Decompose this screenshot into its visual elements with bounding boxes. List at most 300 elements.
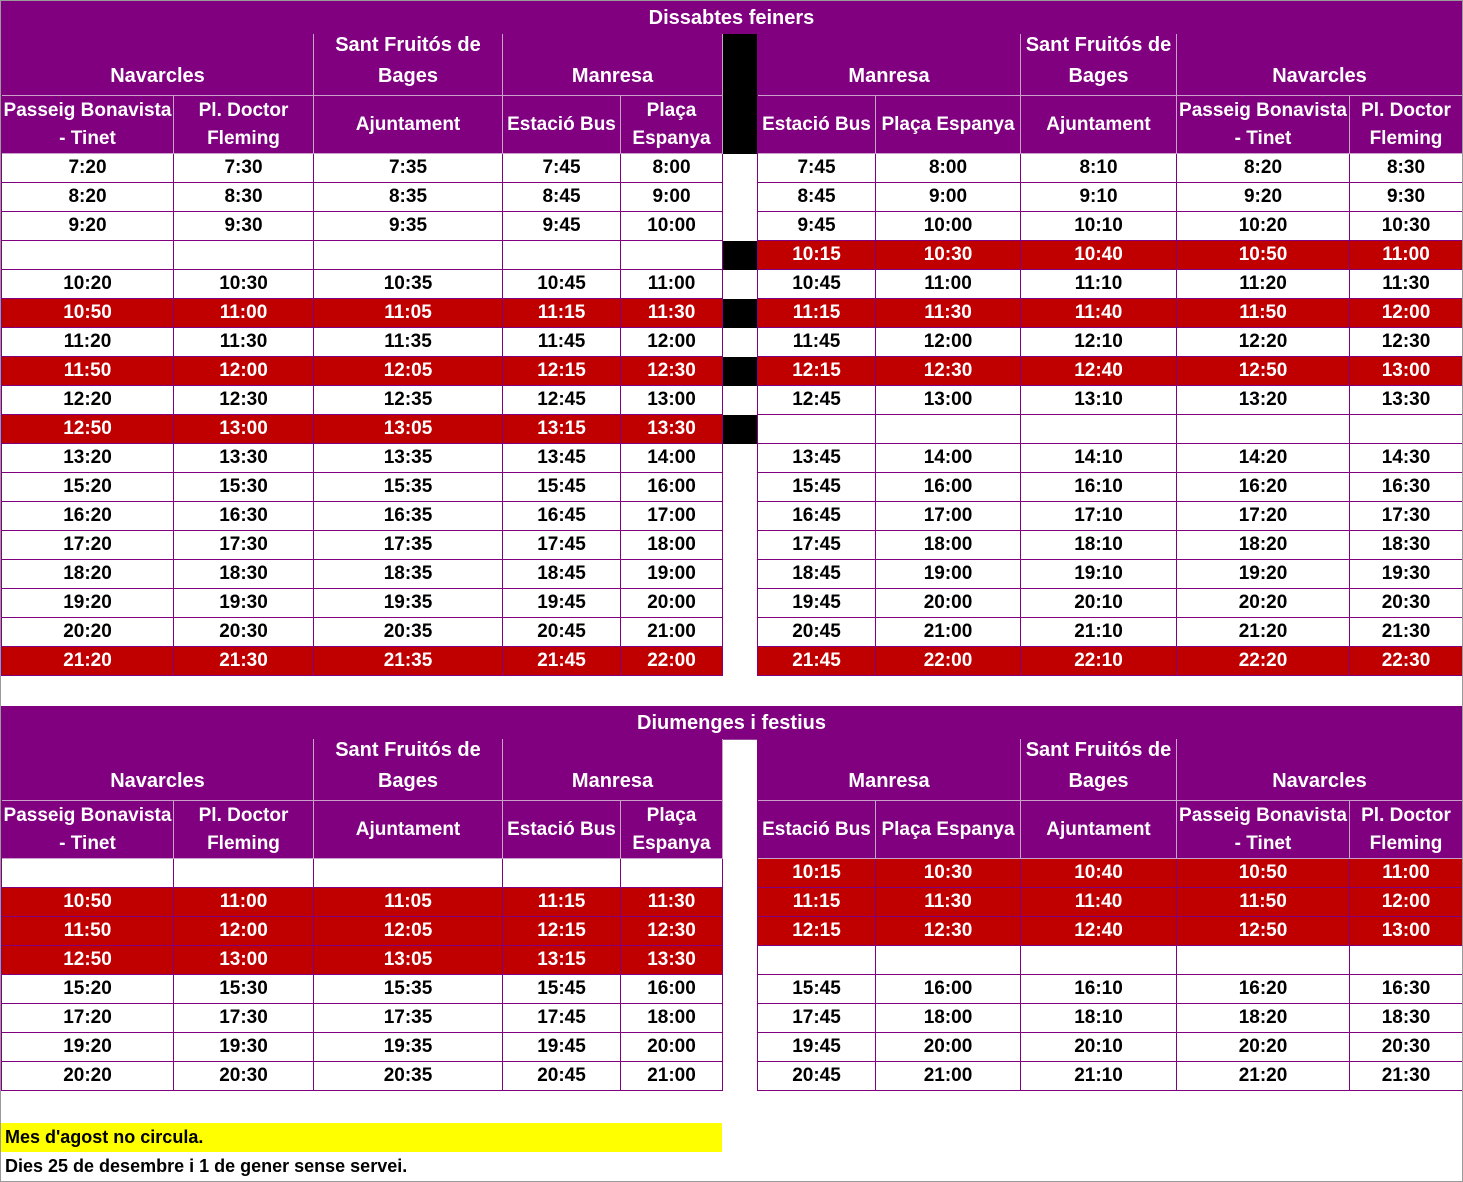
time-cell: 22:10	[1021, 647, 1177, 676]
stop-header: Estació Bus	[503, 801, 621, 859]
time-cell: 14:00	[621, 444, 723, 473]
time-cell: 18:30	[174, 560, 314, 589]
stop-header: Pl. Doctor Fleming	[174, 801, 314, 859]
time-cell: 20:35	[314, 618, 503, 647]
time-cell: 20:30	[1350, 589, 1463, 618]
time-cell: 10:00	[876, 212, 1021, 241]
time-cell: 19:30	[174, 589, 314, 618]
time-cell: 19:20	[2, 589, 174, 618]
time-cell: 9:00	[876, 183, 1021, 212]
time-cell: 10:20	[1177, 212, 1350, 241]
time-cell: 11:45	[503, 328, 621, 357]
time-cell: 8:30	[174, 183, 314, 212]
time-cell: 12:15	[758, 917, 876, 946]
time-cell: 9:20	[1177, 183, 1350, 212]
time-cell: 21:00	[621, 1062, 723, 1091]
time-cell: 13:15	[503, 415, 621, 444]
time-cell: 16:00	[621, 975, 723, 1004]
note-august: Mes d'agost no circula.	[1, 1123, 722, 1152]
time-cell: 9:30	[1350, 183, 1463, 212]
time-cell: 8:35	[314, 183, 503, 212]
time-cell: 21:20	[1177, 1062, 1350, 1091]
group-header: Manresa	[758, 34, 1021, 96]
time-cell: 17:35	[314, 531, 503, 560]
time-cell: 20:45	[503, 1062, 621, 1091]
time-cell: 18:35	[314, 560, 503, 589]
time-cell: 17:20	[2, 1004, 174, 1033]
time-cell: 17:00	[621, 502, 723, 531]
time-cell: 7:45	[503, 154, 621, 183]
time-cell: 13:35	[314, 444, 503, 473]
group-header: Navarcles	[2, 34, 314, 96]
time-cell: 18:00	[876, 531, 1021, 560]
group-header: Sant Fruitós de Bages	[1021, 739, 1177, 801]
time-cell: 8:20	[1177, 154, 1350, 183]
time-cell: 20:30	[174, 1062, 314, 1091]
time-cell	[758, 415, 876, 444]
time-cell	[1021, 415, 1177, 444]
time-cell: 13:05	[314, 415, 503, 444]
time-cell: 18:10	[1021, 1004, 1177, 1033]
time-cell: 16:00	[876, 473, 1021, 502]
time-cell	[758, 946, 876, 975]
time-cell	[1177, 946, 1350, 975]
time-cell: 13:00	[1350, 357, 1463, 386]
time-cell: 18:20	[1177, 1004, 1350, 1033]
time-cell: 12:30	[174, 386, 314, 415]
stop-header: Plaça Espanya	[876, 801, 1021, 859]
time-cell: 13:05	[314, 946, 503, 975]
stop-header: Pl. Doctor Fleming	[1350, 801, 1463, 859]
time-cell: 17:45	[758, 1004, 876, 1033]
time-cell: 12:00	[1350, 299, 1463, 328]
time-cell: 12:30	[876, 917, 1021, 946]
time-cell: 11:30	[621, 299, 723, 328]
time-cell	[174, 859, 314, 888]
time-cell: 22:00	[876, 647, 1021, 676]
time-cell: 21:20	[1177, 618, 1350, 647]
time-cell: 15:45	[503, 473, 621, 502]
time-cell: 11:00	[174, 888, 314, 917]
time-cell: 14:00	[876, 444, 1021, 473]
time-cell: 10:40	[1021, 241, 1177, 270]
time-cell: 13:30	[1350, 386, 1463, 415]
stop-header: Passeig Bonavista - Tinet	[2, 96, 174, 154]
time-cell: 11:15	[758, 888, 876, 917]
time-cell: 13:30	[174, 444, 314, 473]
time-cell: 11:50	[2, 917, 174, 946]
time-cell: 16:30	[1350, 975, 1463, 1004]
time-cell: 19:45	[758, 1033, 876, 1062]
time-cell: 19:35	[314, 589, 503, 618]
time-cell: 16:35	[314, 502, 503, 531]
stop-header: Ajuntament	[314, 801, 503, 859]
time-cell: 10:30	[876, 241, 1021, 270]
time-cell: 15:20	[2, 473, 174, 502]
time-cell: 11:00	[1350, 241, 1463, 270]
time-cell: 21:35	[314, 647, 503, 676]
time-cell: 12:15	[758, 357, 876, 386]
stop-header: Estació Bus	[758, 96, 876, 154]
time-cell: 17:30	[174, 1004, 314, 1033]
time-cell: 16:45	[503, 502, 621, 531]
time-cell: 11:15	[758, 299, 876, 328]
time-cell: 11:50	[2, 357, 174, 386]
time-cell: 14:20	[1177, 444, 1350, 473]
time-cell: 8:00	[621, 154, 723, 183]
time-cell: 8:10	[1021, 154, 1177, 183]
stop-header: Plaça Espanya	[621, 801, 723, 859]
time-cell: 19:35	[314, 1033, 503, 1062]
time-cell: 11:15	[503, 299, 621, 328]
time-cell: 12:20	[2, 386, 174, 415]
time-cell: 19:45	[503, 589, 621, 618]
time-cell: 8:00	[876, 154, 1021, 183]
time-cell: 20:20	[1177, 589, 1350, 618]
time-cell: 11:30	[876, 299, 1021, 328]
time-cell: 13:30	[621, 415, 723, 444]
time-cell: 13:00	[1350, 917, 1463, 946]
time-cell: 12:10	[1021, 328, 1177, 357]
time-cell: 12:00	[174, 357, 314, 386]
time-cell: 14:30	[1350, 444, 1463, 473]
time-cell: 10:30	[876, 859, 1021, 888]
time-cell: 11:45	[758, 328, 876, 357]
time-cell: 17:00	[876, 502, 1021, 531]
time-cell: 16:20	[1177, 473, 1350, 502]
time-cell: 10:00	[621, 212, 723, 241]
separator-block	[723, 299, 757, 328]
time-cell: 20:30	[174, 618, 314, 647]
time-cell: 16:10	[1021, 975, 1177, 1004]
time-cell: 11:10	[1021, 270, 1177, 299]
note-holidays: Dies 25 de desembre i 1 de gener sense servei.	[5, 1156, 408, 1176]
time-cell: 19:00	[876, 560, 1021, 589]
time-cell: 17:35	[314, 1004, 503, 1033]
time-cell: 11:30	[621, 888, 723, 917]
inbound-table	[757, 34, 1463, 676]
time-cell: 11:20	[2, 328, 174, 357]
time-cell: 10:10	[1021, 212, 1177, 241]
time-cell: 13:00	[621, 386, 723, 415]
time-cell: 12:00	[621, 328, 723, 357]
time-cell: 20:20	[1177, 1033, 1350, 1062]
time-cell: 13:00	[174, 415, 314, 444]
time-cell	[1021, 946, 1177, 975]
time-cell: 12:00	[1350, 888, 1463, 917]
time-cell: 12:05	[314, 917, 503, 946]
time-cell	[503, 859, 621, 888]
time-cell: 9:35	[314, 212, 503, 241]
time-cell: 13:45	[503, 444, 621, 473]
time-cell: 13:30	[621, 946, 723, 975]
time-cell: 19:45	[758, 589, 876, 618]
time-cell: 10:20	[2, 270, 174, 299]
time-cell: 12:45	[758, 386, 876, 415]
time-cell: 12:50	[1177, 917, 1350, 946]
group-header: Navarcles	[2, 739, 314, 801]
time-cell: 12:45	[503, 386, 621, 415]
time-cell: 10:45	[503, 270, 621, 299]
time-cell	[621, 241, 723, 270]
time-cell: 20:45	[758, 618, 876, 647]
time-cell: 17:10	[1021, 502, 1177, 531]
time-cell: 16:10	[1021, 473, 1177, 502]
time-cell: 11:00	[1350, 859, 1463, 888]
group-header: Sant Fruitós de Bages	[1021, 34, 1177, 96]
time-cell: 20:35	[314, 1062, 503, 1091]
time-cell	[1177, 415, 1350, 444]
time-cell	[621, 859, 723, 888]
time-cell: 10:50	[2, 888, 174, 917]
time-cell: 18:45	[758, 560, 876, 589]
time-cell: 20:20	[2, 618, 174, 647]
time-cell: 10:40	[1021, 859, 1177, 888]
time-cell: 12:30	[1350, 328, 1463, 357]
time-cell: 20:20	[2, 1062, 174, 1091]
group-header: Navarcles	[1177, 34, 1463, 96]
time-cell: 15:45	[503, 975, 621, 1004]
time-cell: 18:30	[1350, 531, 1463, 560]
time-cell: 12:15	[503, 357, 621, 386]
time-cell	[314, 859, 503, 888]
group-header: Manresa	[503, 34, 723, 96]
time-cell: 19:45	[503, 1033, 621, 1062]
stop-header: Passeig Bonavista - Tinet	[1177, 96, 1350, 154]
time-cell: 8:20	[2, 183, 174, 212]
time-cell: 9:45	[503, 212, 621, 241]
time-cell: 11:00	[621, 270, 723, 299]
group-header: Sant Fruitós de Bages	[314, 34, 503, 96]
time-cell: 18:30	[1350, 1004, 1463, 1033]
time-cell	[314, 241, 503, 270]
time-cell: 12:50	[2, 415, 174, 444]
time-cell: 12:50	[1177, 357, 1350, 386]
time-cell: 12:30	[621, 917, 723, 946]
time-cell: 19:00	[621, 560, 723, 589]
time-cell: 21:00	[876, 1062, 1021, 1091]
stop-header: Plaça Espanya	[621, 96, 723, 154]
time-cell: 17:30	[1350, 502, 1463, 531]
time-cell: 20:00	[876, 589, 1021, 618]
time-cell: 11:15	[503, 888, 621, 917]
time-cell: 15:35	[314, 975, 503, 1004]
time-cell: 10:45	[758, 270, 876, 299]
time-cell	[2, 241, 174, 270]
separator-block	[723, 415, 757, 444]
time-cell: 21:20	[2, 647, 174, 676]
time-cell: 13:15	[503, 946, 621, 975]
time-cell: 20:45	[503, 618, 621, 647]
stop-header: Passeig Bonavista - Tinet	[2, 801, 174, 859]
time-cell: 10:30	[174, 270, 314, 299]
group-header: Manresa	[758, 739, 1021, 801]
time-cell: 20:00	[621, 1033, 723, 1062]
time-cell: 10:15	[758, 241, 876, 270]
time-cell: 11:05	[314, 299, 503, 328]
time-cell: 20:30	[1350, 1033, 1463, 1062]
time-cell	[2, 859, 174, 888]
time-cell: 8:45	[503, 183, 621, 212]
time-cell: 15:30	[174, 975, 314, 1004]
time-cell	[174, 241, 314, 270]
time-cell: 21:45	[758, 647, 876, 676]
stop-header: Pl. Doctor Fleming	[1350, 96, 1463, 154]
time-cell: 11:30	[174, 328, 314, 357]
time-cell: 10:35	[314, 270, 503, 299]
time-cell: 22:00	[621, 647, 723, 676]
time-cell: 11:00	[174, 299, 314, 328]
time-cell: 9:45	[758, 212, 876, 241]
time-cell: 11:40	[1021, 299, 1177, 328]
time-cell: 7:35	[314, 154, 503, 183]
time-cell: 12:35	[314, 386, 503, 415]
time-cell: 12:50	[2, 946, 174, 975]
stop-header: Estació Bus	[503, 96, 621, 154]
time-cell: 10:50	[1177, 241, 1350, 270]
stop-header: Ajuntament	[1021, 96, 1177, 154]
time-cell: 12:00	[876, 328, 1021, 357]
time-cell: 10:50	[1177, 859, 1350, 888]
time-cell: 10:15	[758, 859, 876, 888]
time-cell: 8:30	[1350, 154, 1463, 183]
time-cell: 20:10	[1021, 1033, 1177, 1062]
time-cell: 17:30	[174, 531, 314, 560]
time-cell: 18:20	[1177, 531, 1350, 560]
time-cell: 21:00	[876, 618, 1021, 647]
group-header: Sant Fruitós de Bages	[314, 739, 503, 801]
time-cell: 8:45	[758, 183, 876, 212]
separator-block	[723, 34, 757, 154]
stop-header: Plaça Espanya	[876, 96, 1021, 154]
time-cell: 13:45	[758, 444, 876, 473]
time-cell: 11:30	[876, 888, 1021, 917]
time-cell: 7:30	[174, 154, 314, 183]
time-cell: 11:20	[1177, 270, 1350, 299]
time-cell	[503, 241, 621, 270]
time-cell: 17:20	[1177, 502, 1350, 531]
outbound-table	[1, 739, 723, 1091]
time-cell: 21:30	[174, 647, 314, 676]
time-cell: 17:45	[503, 531, 621, 560]
stop-header: Estació Bus	[758, 801, 876, 859]
time-cell: 19:10	[1021, 560, 1177, 589]
time-cell: 17:45	[503, 1004, 621, 1033]
stop-header: Ajuntament	[314, 96, 503, 154]
stop-header: Ajuntament	[1021, 801, 1177, 859]
time-cell: 19:30	[1350, 560, 1463, 589]
time-cell: 12:15	[503, 917, 621, 946]
time-cell: 21:10	[1021, 1062, 1177, 1091]
time-cell	[1350, 415, 1463, 444]
time-cell: 21:30	[1350, 618, 1463, 647]
time-cell	[876, 946, 1021, 975]
time-cell: 15:45	[758, 975, 876, 1004]
time-cell: 20:10	[1021, 589, 1177, 618]
time-cell: 10:50	[2, 299, 174, 328]
separator-block	[723, 241, 757, 270]
time-cell: 11:35	[314, 328, 503, 357]
inbound-table	[757, 739, 1463, 1091]
time-cell: 14:10	[1021, 444, 1177, 473]
section-title: Dissabtes feiners	[1, 1, 1462, 35]
time-cell: 15:30	[174, 473, 314, 502]
time-cell: 21:45	[503, 647, 621, 676]
time-cell: 16:20	[1177, 975, 1350, 1004]
time-cell: 18:00	[621, 1004, 723, 1033]
time-cell: 12:05	[314, 357, 503, 386]
time-cell: 15:20	[2, 975, 174, 1004]
time-cell: 12:40	[1021, 917, 1177, 946]
time-cell: 21:30	[1350, 1062, 1463, 1091]
time-cell	[876, 415, 1021, 444]
time-cell: 13:00	[174, 946, 314, 975]
time-cell: 21:10	[1021, 618, 1177, 647]
time-cell: 13:10	[1021, 386, 1177, 415]
time-cell: 15:35	[314, 473, 503, 502]
time-cell: 21:00	[621, 618, 723, 647]
time-cell: 16:30	[1350, 473, 1463, 502]
stop-header: Pl. Doctor Fleming	[174, 96, 314, 154]
time-cell: 13:00	[876, 386, 1021, 415]
time-cell: 16:00	[621, 473, 723, 502]
time-cell	[1350, 946, 1463, 975]
time-cell: 16:30	[174, 502, 314, 531]
time-cell: 22:20	[1177, 647, 1350, 676]
time-cell: 19:20	[2, 1033, 174, 1062]
time-cell: 11:50	[1177, 888, 1350, 917]
time-cell: 12:40	[1021, 357, 1177, 386]
time-cell: 12:00	[174, 917, 314, 946]
time-cell: 18:20	[2, 560, 174, 589]
time-cell: 12:30	[876, 357, 1021, 386]
time-cell: 17:45	[758, 531, 876, 560]
time-cell: 19:30	[174, 1033, 314, 1062]
separator-block	[723, 357, 757, 386]
time-cell: 18:10	[1021, 531, 1177, 560]
time-cell: 9:10	[1021, 183, 1177, 212]
time-cell: 19:20	[1177, 560, 1350, 589]
time-cell: 13:20	[1177, 386, 1350, 415]
time-cell: 7:45	[758, 154, 876, 183]
time-cell: 16:20	[2, 502, 174, 531]
time-cell: 13:20	[2, 444, 174, 473]
time-cell: 16:00	[876, 975, 1021, 1004]
time-cell: 18:00	[621, 531, 723, 560]
time-cell: 15:45	[758, 473, 876, 502]
time-cell: 11:30	[1350, 270, 1463, 299]
time-cell: 11:50	[1177, 299, 1350, 328]
time-cell: 10:30	[1350, 212, 1463, 241]
time-cell: 20:00	[876, 1033, 1021, 1062]
group-header: Manresa	[503, 739, 723, 801]
time-cell: 9:00	[621, 183, 723, 212]
time-cell: 9:20	[2, 212, 174, 241]
time-cell: 18:45	[503, 560, 621, 589]
time-cell: 17:20	[2, 531, 174, 560]
outbound-table	[1, 34, 723, 676]
time-cell: 18:00	[876, 1004, 1021, 1033]
time-cell: 12:30	[621, 357, 723, 386]
time-cell: 7:20	[2, 154, 174, 183]
time-cell: 20:45	[758, 1062, 876, 1091]
time-cell: 9:30	[174, 212, 314, 241]
group-header: Navarcles	[1177, 739, 1463, 801]
stop-header: Passeig Bonavista - Tinet	[1177, 801, 1350, 859]
time-cell: 16:45	[758, 502, 876, 531]
time-cell: 22:30	[1350, 647, 1463, 676]
time-cell: 11:05	[314, 888, 503, 917]
